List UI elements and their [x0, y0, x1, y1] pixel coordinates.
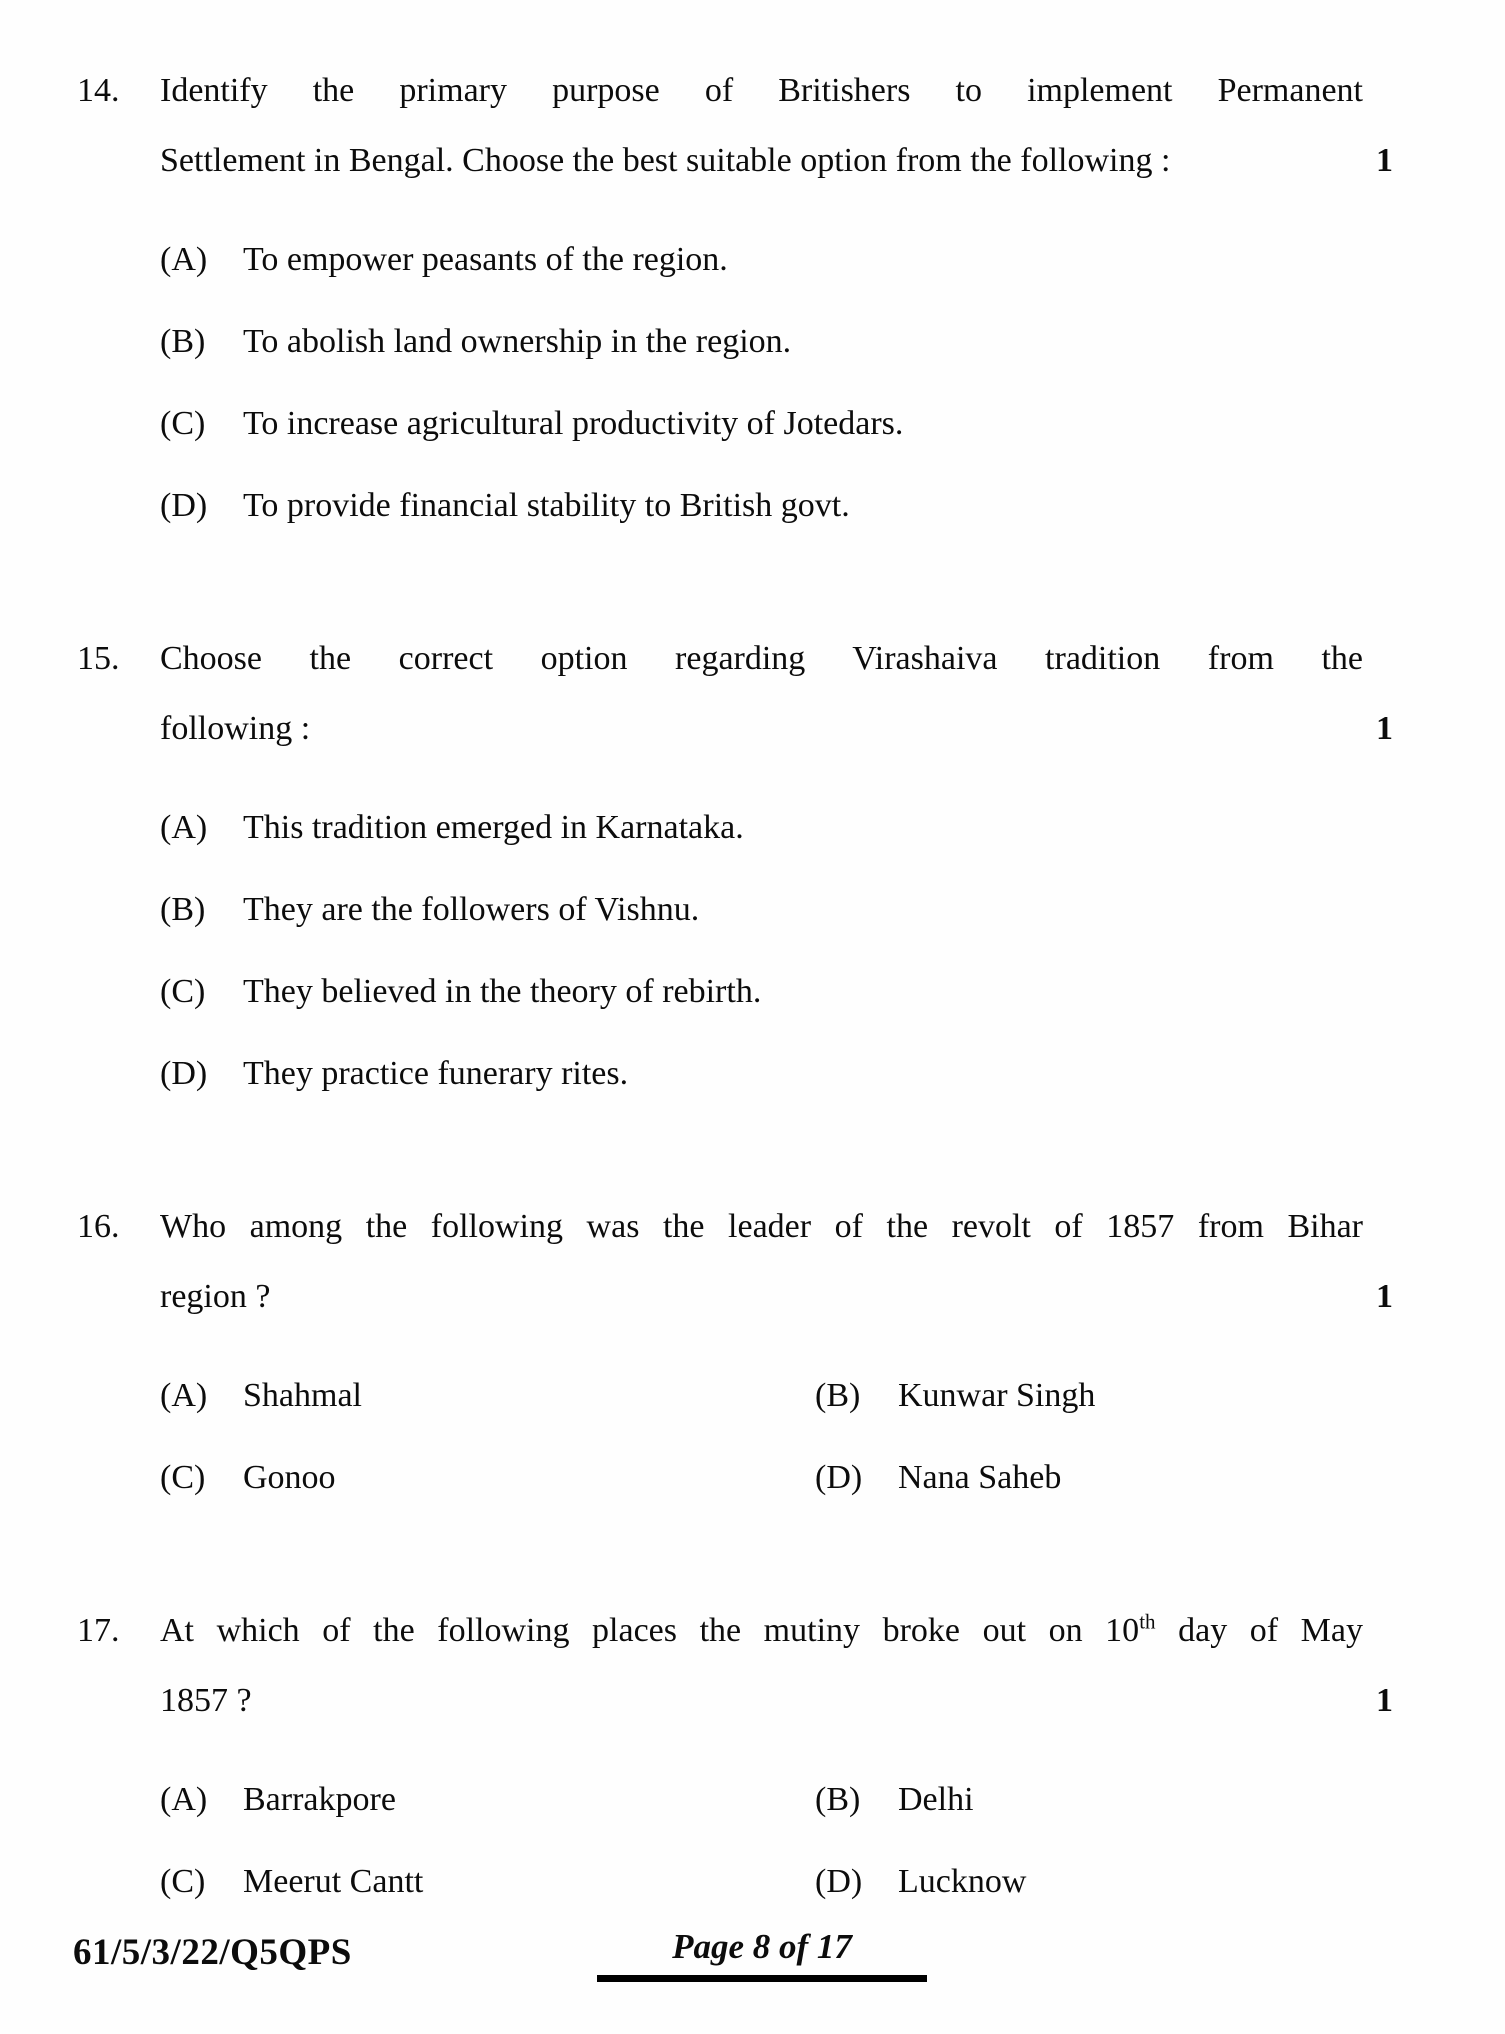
option-c [160, 1864, 815, 1900]
option-c [160, 974, 1393, 1010]
options-list [160, 810, 1393, 1092]
page-indicator: Page 8 of 17 [597, 1927, 927, 1982]
marks-value: 1 [1376, 1278, 1393, 1315]
marks-value: 1 [1376, 142, 1393, 179]
question-16 [77, 1192, 1393, 1496]
question-text-line [160, 694, 1393, 764]
question-number: 15. [77, 640, 120, 677]
options-grid [160, 1736, 1393, 1900]
option-text: To provide financial stability to British govt. [243, 487, 850, 524]
option-text: This tradition emerged in Karnataka. [243, 809, 744, 846]
question-text-line [160, 126, 1393, 196]
option-text: They practice funerary rites. [243, 1055, 629, 1092]
option-text: To increase agricultural productivity of Jotedars. [243, 405, 904, 442]
question-14 [77, 56, 1393, 524]
marks-value: 1 [1376, 710, 1393, 747]
question-text: day of May [1178, 1612, 1363, 1649]
options-list [160, 242, 1393, 524]
option-label: (D) [160, 487, 208, 524]
superscript-ordinal: th [1139, 1609, 1156, 1634]
question-text: region ? [160, 1278, 271, 1315]
question-body [160, 56, 1393, 524]
option-text: Kunwar Singh [898, 1377, 1096, 1414]
question-number: 14. [77, 72, 120, 109]
option-c [160, 1460, 815, 1496]
option-label: (D) [815, 1863, 863, 1900]
question-17 [77, 1596, 1393, 1900]
option-label: (B) [160, 323, 206, 360]
marks-value: 1 [1376, 1682, 1393, 1719]
question-text-line: Who among the following was the leader of the revolt of 1857 from Bihar [160, 1208, 1363, 1245]
option-label: (A) [160, 1377, 208, 1414]
option-d [815, 1864, 1393, 1900]
question-text: 1857 ? [160, 1682, 252, 1719]
option-label: (C) [160, 973, 206, 1010]
option-b [815, 1782, 1393, 1818]
option-b [815, 1378, 1393, 1414]
option-text: Nana Saheb [898, 1459, 1062, 1496]
question-body [160, 1192, 1393, 1496]
question-text-line [160, 1596, 1393, 1666]
option-label: (B) [160, 891, 206, 928]
question-text-line [160, 1666, 1393, 1736]
question-text-line: Identify the primary purpose of Britishers to implement Permanent [160, 72, 1363, 109]
option-a [160, 810, 1393, 846]
option-a [160, 242, 1393, 278]
option-text: Barrakpore [243, 1781, 396, 1818]
option-label: (C) [160, 1459, 206, 1496]
option-label: (A) [160, 809, 208, 846]
option-text: Shahmal [243, 1377, 362, 1414]
paper-code: 61/5/3/22/Q5QPS [73, 1932, 352, 1973]
option-label: (C) [160, 405, 206, 442]
option-a [160, 1378, 815, 1414]
option-text: To abolish land ownership in the region. [243, 323, 792, 360]
option-text: Lucknow [898, 1863, 1027, 1900]
question-text: At which of the following places the mutiny broke out on 10 [160, 1612, 1140, 1649]
options-grid [160, 1332, 1393, 1496]
option-label: (A) [160, 241, 208, 278]
option-label: (A) [160, 1781, 208, 1818]
option-text: To empower peasants of the region. [243, 241, 728, 278]
option-label: (B) [815, 1377, 861, 1414]
question-text: following : [160, 710, 311, 747]
option-d [815, 1460, 1393, 1496]
option-b [160, 892, 1393, 928]
question-number: 17. [77, 1612, 120, 1649]
option-a [160, 1782, 815, 1818]
option-text: Gonoo [243, 1459, 336, 1496]
question-number: 16. [77, 1208, 120, 1245]
option-label: (C) [160, 1863, 206, 1900]
option-text: Meerut Cantt [243, 1863, 424, 1900]
option-text: They believed in the theory of rebirth. [243, 973, 762, 1010]
option-d [160, 488, 1393, 524]
option-label: (D) [815, 1459, 863, 1496]
option-d [160, 1056, 1393, 1092]
question-body [160, 624, 1393, 1092]
question-text-line: Choose the correct option regarding Virashaiva tradition from the [160, 640, 1363, 677]
option-label: (B) [815, 1781, 861, 1818]
option-b [160, 324, 1393, 360]
question-text: Settlement in Bengal. Choose the best suitable option from the following : [160, 142, 1171, 179]
question-15 [77, 624, 1393, 1092]
question-text-line [160, 1262, 1393, 1332]
question-body [160, 1596, 1393, 1900]
option-label: (D) [160, 1055, 208, 1092]
option-text: They are the followers of Vishnu. [243, 891, 700, 928]
option-text: Delhi [898, 1781, 974, 1818]
option-c [160, 406, 1393, 442]
